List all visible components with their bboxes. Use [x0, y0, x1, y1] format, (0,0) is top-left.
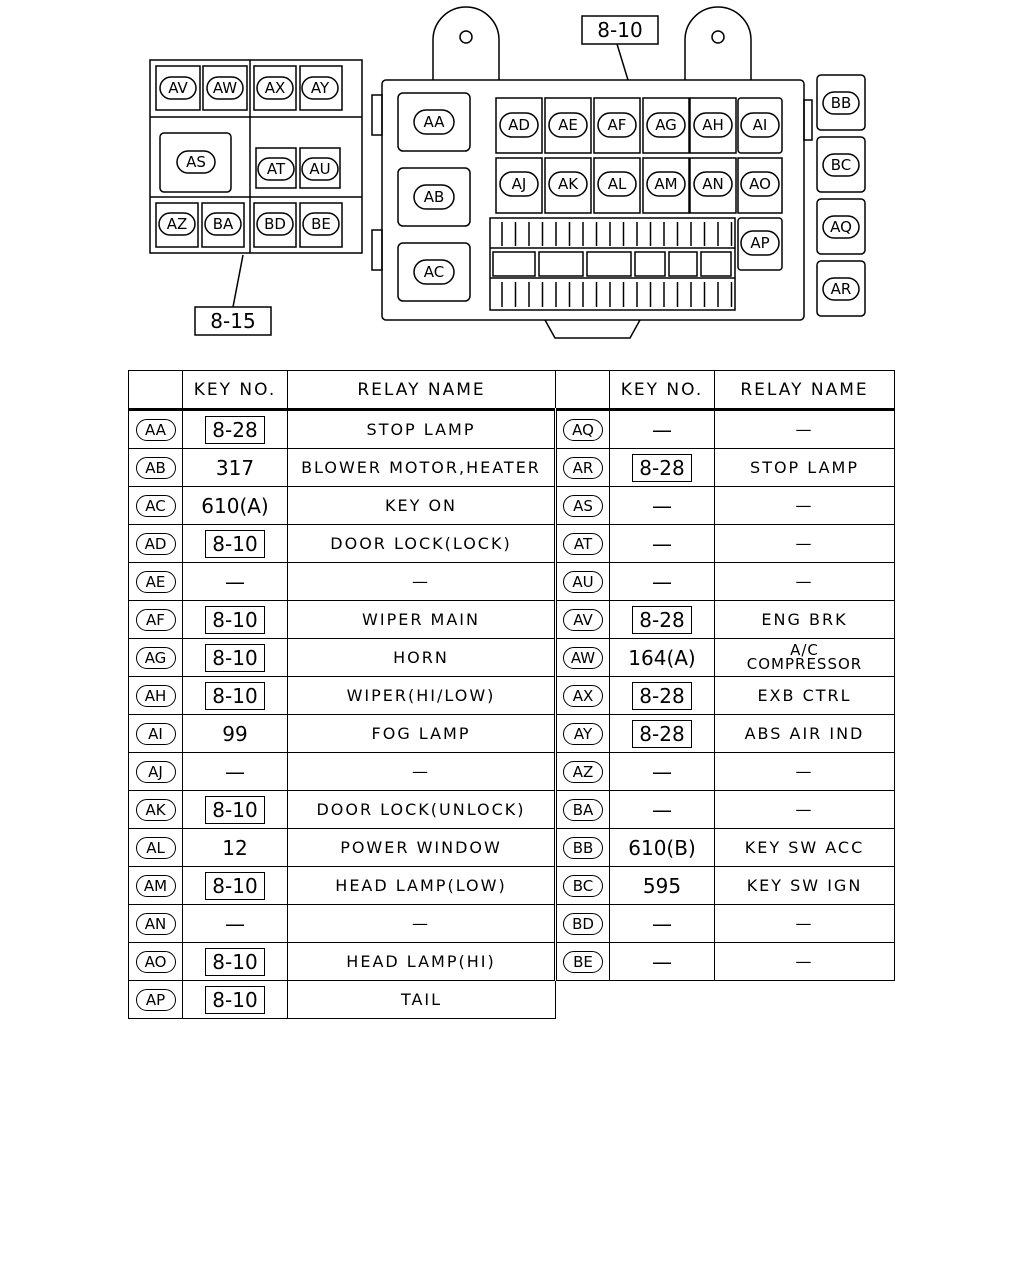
relay-name: —: [795, 800, 814, 819]
callout-top-label: 8-10: [597, 18, 643, 42]
relay-label-ay: [302, 77, 338, 99]
relay-label-bb: [823, 92, 859, 114]
table-row: [129, 487, 895, 525]
key-no: 8-10: [205, 872, 264, 900]
relay-name: —: [795, 762, 814, 781]
relay-id: AG: [136, 647, 176, 669]
key-no-cell: [183, 563, 288, 601]
key-no-cell: [183, 905, 288, 943]
relay-id-cell: [556, 563, 610, 601]
svg-text:AQ: AQ: [830, 218, 852, 236]
key-no-cell: [610, 525, 715, 563]
table-row: [129, 981, 895, 1019]
relay-label-aa: [414, 110, 454, 134]
svg-text:BD: BD: [264, 215, 286, 233]
key-no-cell: [183, 943, 288, 981]
key-no: 610(B): [628, 835, 696, 860]
relay-id-cell: [556, 715, 610, 753]
relay-id-cell: [129, 791, 183, 829]
key-no: 99: [222, 721, 248, 746]
key-no-cell: [183, 639, 288, 677]
relay-name: WIPER(HI/LOW): [346, 686, 496, 705]
relay-name-cell: [715, 639, 895, 677]
key-no-cell: [183, 981, 288, 1019]
key-no-cell: [183, 449, 288, 487]
relay-name: DOOR LOCK(UNLOCK): [316, 800, 526, 819]
key-no: 8-10: [205, 948, 264, 976]
key-no: —: [652, 569, 672, 594]
relay-id-cell: [129, 829, 183, 867]
relay-name-cell: [715, 829, 895, 867]
table-row: [129, 943, 895, 981]
relay-id: AO: [136, 951, 176, 973]
key-no: 8-10: [205, 606, 264, 634]
relay-name-cell: [288, 449, 556, 487]
key-no-cell: [183, 715, 288, 753]
key-no: 8-10: [205, 682, 264, 710]
table-row: [129, 829, 895, 867]
relay-id: AD: [136, 533, 176, 555]
relay-name-cell: [715, 867, 895, 905]
relay-label-ao: [741, 172, 779, 196]
relay-name-cell: [288, 525, 556, 563]
relay-id: BA: [563, 799, 603, 821]
svg-text:AZ: AZ: [166, 215, 188, 233]
key-no: —: [652, 759, 672, 784]
relay-name: —: [412, 572, 430, 591]
relay-id: AY: [563, 723, 603, 745]
relay-box-drawing: [0, 0, 1024, 350]
relay-name-cell: [715, 449, 895, 487]
relay-label-ar: [823, 278, 859, 300]
key-no-cell: [610, 791, 715, 829]
svg-text:AC: AC: [423, 263, 445, 281]
key-no-cell: [610, 563, 715, 601]
relay-id: AL: [136, 837, 176, 859]
svg-text:AD: AD: [508, 116, 530, 134]
svg-text:AS: AS: [186, 153, 206, 171]
relay-id-cell: [129, 715, 183, 753]
relay-id: AW: [563, 647, 603, 669]
header-cell: [556, 371, 610, 410]
key-no: 8-10: [205, 530, 264, 558]
key-no-cell: [610, 601, 715, 639]
svg-text:AK: AK: [557, 175, 579, 193]
key-no: 8-28: [632, 606, 691, 634]
key-no: 8-28: [205, 416, 264, 444]
relay-label-aq: [823, 216, 859, 238]
relay-name: —: [412, 914, 430, 933]
relay-id-cell: [556, 867, 610, 905]
relay-id-cell: [129, 449, 183, 487]
relay-name: BLOWER MOTOR,HEATER: [301, 458, 541, 477]
relay-id-cell: [129, 487, 183, 525]
relay-id: AJ: [136, 761, 176, 783]
key-no: —: [652, 797, 672, 822]
relay-id: AE: [136, 571, 176, 593]
key-no-cell: [610, 677, 715, 715]
key-no: 317: [215, 455, 255, 480]
relay-name-cell: [715, 525, 895, 563]
relay-id: AF: [136, 609, 176, 631]
svg-text:AI: AI: [752, 116, 768, 134]
svg-text:AT: AT: [266, 160, 286, 178]
relay-name: DOOR LOCK(LOCK): [330, 534, 512, 553]
relay-label-al: [598, 172, 636, 196]
relay-label-am: [647, 172, 685, 196]
relay-id: AU: [563, 571, 603, 593]
relay-name: HORN: [393, 648, 449, 667]
relay-name-cell: [288, 791, 556, 829]
relay-name-cell: [288, 487, 556, 525]
relay-id-cell: [129, 601, 183, 639]
relay-label-ai: [741, 113, 779, 137]
key-no: 8-28: [632, 682, 691, 710]
relay-label-af: [598, 113, 636, 137]
relay-label-ak: [549, 172, 587, 196]
key-no: 8-28: [632, 720, 691, 748]
relay-id: AV: [563, 609, 603, 631]
key-no: 8-10: [205, 796, 264, 824]
key-no: 8-10: [205, 644, 264, 672]
svg-text:BA: BA: [212, 215, 234, 233]
relay-label-as: [177, 151, 215, 173]
svg-text:AM: AM: [654, 175, 678, 193]
table-row: [129, 639, 895, 677]
relay-label-be: [303, 213, 339, 235]
relay-label-ba: [205, 213, 241, 235]
callout-bottom-label: 8-15: [210, 309, 256, 333]
relay-label-ac: [414, 260, 454, 284]
relay-id-cell: [129, 981, 183, 1019]
relay-name-cell: [715, 715, 895, 753]
relay-name: —: [795, 534, 814, 553]
relay-name: HEAD LAMP(HI): [346, 952, 496, 971]
relay-id-cell: [556, 525, 610, 563]
key-no: 8-10: [205, 986, 264, 1014]
relay-name-cell: [288, 410, 556, 449]
relay-label-ab: [414, 185, 454, 209]
key-no: —: [652, 417, 672, 442]
svg-text:BC: BC: [830, 156, 852, 174]
relay-name: KEY SW ACC: [744, 838, 865, 857]
relay-id: AX: [563, 685, 603, 707]
relay-name: POWER WINDOW: [340, 838, 502, 857]
table-row: [129, 867, 895, 905]
relay-id-cell: [556, 791, 610, 829]
key-no-cell: [610, 905, 715, 943]
relay-label-aw: [207, 77, 243, 99]
table-row: [129, 753, 895, 791]
relay-name-cell: [288, 753, 556, 791]
relay-id-cell: [556, 677, 610, 715]
relay-id-cell: [129, 677, 183, 715]
relay-id-cell: [556, 487, 610, 525]
relay-label-ap: [741, 231, 779, 255]
relay-name: KEY ON: [384, 496, 458, 515]
svg-text:AO: AO: [749, 175, 771, 193]
key-no: —: [652, 911, 672, 936]
key-no-cell: [183, 525, 288, 563]
svg-text:AG: AG: [655, 116, 677, 134]
key-no: —: [225, 569, 245, 594]
relay-label-ad: [500, 113, 538, 137]
relay-name: WIPER MAIN: [362, 610, 480, 629]
empty-cell: [610, 981, 715, 1019]
relay-name-cell: [288, 867, 556, 905]
header-cell: KEY NO.: [183, 371, 288, 410]
relay-name-cell: [715, 677, 895, 715]
relay-name-cell: [288, 601, 556, 639]
relay-name-cell: [288, 563, 556, 601]
svg-text:AN: AN: [702, 175, 724, 193]
table-row: [129, 791, 895, 829]
relay-name: HEAD LAMP(LOW): [335, 876, 507, 895]
relay-label-ah: [694, 113, 732, 137]
relay-id: BB: [563, 837, 603, 859]
key-no-cell: [610, 487, 715, 525]
svg-text:AW: AW: [212, 79, 238, 97]
relay-id-cell: [556, 943, 610, 981]
svg-text:AH: AH: [702, 116, 724, 134]
table-row: [129, 525, 895, 563]
svg-text:BB: BB: [830, 94, 852, 112]
relay-name-cell: [288, 943, 556, 981]
table-row: [129, 449, 895, 487]
header-cell: RELAY NAME: [715, 371, 895, 410]
relay-name: —: [795, 914, 814, 933]
relay-name: A/C COMPRESSOR: [746, 640, 863, 673]
relay-name: —: [412, 762, 430, 781]
svg-text:AU: AU: [309, 160, 331, 178]
key-no: —: [652, 949, 672, 974]
key-no: 595: [642, 873, 682, 898]
relay-id-cell: [129, 563, 183, 601]
relay-label-aj: [500, 172, 538, 196]
key-no: —: [652, 531, 672, 556]
key-no-cell: [610, 943, 715, 981]
svg-text:AL: AL: [607, 175, 627, 193]
header-cell: RELAY NAME: [288, 371, 556, 410]
relay-name-cell: [288, 905, 556, 943]
relay-name: STOP LAMP: [366, 420, 476, 439]
relay-label-av: [160, 77, 196, 99]
relay-name-cell: [715, 753, 895, 791]
relay-name-cell: [715, 791, 895, 829]
relay-name: FOG LAMP: [371, 724, 471, 743]
relay-name-cell: [288, 639, 556, 677]
relay-name-cell: [288, 981, 556, 1019]
svg-text:AY: AY: [310, 79, 330, 97]
relay-id: AH: [136, 685, 176, 707]
relay-box-diagram: [0, 0, 1024, 350]
relay-id-cell: [129, 867, 183, 905]
relay-id-cell: [556, 410, 610, 449]
relay-id: BC: [563, 875, 603, 897]
table-row: [129, 410, 895, 449]
relay-id: AP: [136, 989, 176, 1011]
relay-label-bd: [257, 213, 293, 235]
relay-name-cell: [715, 487, 895, 525]
key-no-cell: [183, 410, 288, 449]
key-no-cell: [610, 449, 715, 487]
key-no: —: [652, 493, 672, 518]
header-cell: KEY NO.: [610, 371, 715, 410]
key-no: —: [225, 911, 245, 936]
key-no-cell: [183, 753, 288, 791]
relay-id-cell: [556, 449, 610, 487]
relay-id: BE: [563, 951, 603, 973]
svg-text:AB: AB: [423, 188, 445, 206]
relay-id-cell: [556, 639, 610, 677]
relay-name-cell: [715, 410, 895, 449]
svg-text:AX: AX: [264, 79, 286, 97]
table-row: [129, 715, 895, 753]
empty-cell: [715, 981, 895, 1019]
relay-label-az: [159, 213, 195, 235]
key-no: 610(A): [201, 493, 269, 518]
relay-name-cell: [288, 677, 556, 715]
key-no-cell: [183, 601, 288, 639]
relay-name: ENG BRK: [761, 610, 848, 629]
relay-name: TAIL: [400, 990, 443, 1009]
table-row: [129, 563, 895, 601]
key-no-cell: [610, 410, 715, 449]
relay-id: AQ: [563, 419, 603, 441]
relay-id: BD: [563, 913, 603, 935]
empty-cell: [556, 981, 610, 1019]
svg-text:AJ: AJ: [511, 175, 527, 193]
relay-name: —: [795, 496, 814, 515]
relay-id-cell: [129, 943, 183, 981]
relay-name-cell: [715, 563, 895, 601]
relay-name: KEY SW IGN: [746, 876, 863, 895]
relay-id: AR: [563, 457, 603, 479]
table-header-row: [129, 371, 895, 410]
relay-name: EXB CTRL: [757, 686, 852, 705]
relay-id: AT: [563, 533, 603, 555]
relay-label-ag: [647, 113, 685, 137]
relay-label-an: [694, 172, 732, 196]
relay-id: AS: [563, 495, 603, 517]
relay-id: AZ: [563, 761, 603, 783]
relay-id: AK: [136, 799, 176, 821]
relay-label-bc: [823, 154, 859, 176]
relay-name-cell: [288, 829, 556, 867]
relay-id: AM: [136, 875, 176, 897]
relay-id: AA: [136, 419, 176, 441]
relay-table: [128, 370, 895, 1019]
relay-id-cell: [129, 905, 183, 943]
key-no: —: [225, 759, 245, 784]
svg-text:AV: AV: [168, 79, 188, 97]
table-row: [129, 905, 895, 943]
relay-label-au: [302, 158, 338, 180]
key-no-cell: [183, 829, 288, 867]
svg-text:AF: AF: [607, 116, 627, 134]
key-no-cell: [610, 829, 715, 867]
key-no-cell: [183, 677, 288, 715]
relay-name-cell: [715, 601, 895, 639]
key-no: 12: [222, 835, 248, 860]
table-row: [129, 601, 895, 639]
header-cell: [129, 371, 183, 410]
key-no-cell: [183, 487, 288, 525]
relay-id: AI: [136, 723, 176, 745]
relay-id-cell: [556, 601, 610, 639]
relay-name: —: [795, 952, 814, 971]
key-no-cell: [610, 639, 715, 677]
relay-id-cell: [556, 829, 610, 867]
relay-label-ax: [257, 77, 293, 99]
relay-id-cell: [129, 410, 183, 449]
relay-id-cell: [129, 639, 183, 677]
relay-name: —: [795, 572, 814, 591]
svg-text:AA: AA: [423, 113, 445, 131]
relay-id: AB: [136, 457, 176, 479]
relay-id-cell: [556, 905, 610, 943]
relay-name-cell: [715, 905, 895, 943]
svg-text:AP: AP: [750, 234, 770, 252]
relay-id: AC: [136, 495, 176, 517]
relay-name: STOP LAMP: [750, 458, 859, 477]
key-no-cell: [610, 867, 715, 905]
svg-text:AE: AE: [558, 116, 578, 134]
key-no-cell: [183, 867, 288, 905]
relay-id-cell: [129, 753, 183, 791]
table-row: [129, 677, 895, 715]
key-no: 164(A): [628, 645, 696, 670]
key-no: 8-28: [632, 454, 691, 482]
relay-label-at: [258, 158, 294, 180]
relay-name-cell: [288, 715, 556, 753]
relay-name: —: [795, 420, 814, 439]
svg-text:AR: AR: [830, 280, 852, 298]
relay-id: AN: [136, 913, 176, 935]
key-no-cell: [610, 753, 715, 791]
key-no-cell: [183, 791, 288, 829]
relay-name-cell: [715, 943, 895, 981]
relay-id-cell: [129, 525, 183, 563]
relay-id-cell: [556, 753, 610, 791]
key-no-cell: [610, 715, 715, 753]
relay-label-ae: [549, 113, 587, 137]
svg-text:BE: BE: [311, 215, 331, 233]
relay-name: ABS AIR IND: [744, 724, 865, 743]
